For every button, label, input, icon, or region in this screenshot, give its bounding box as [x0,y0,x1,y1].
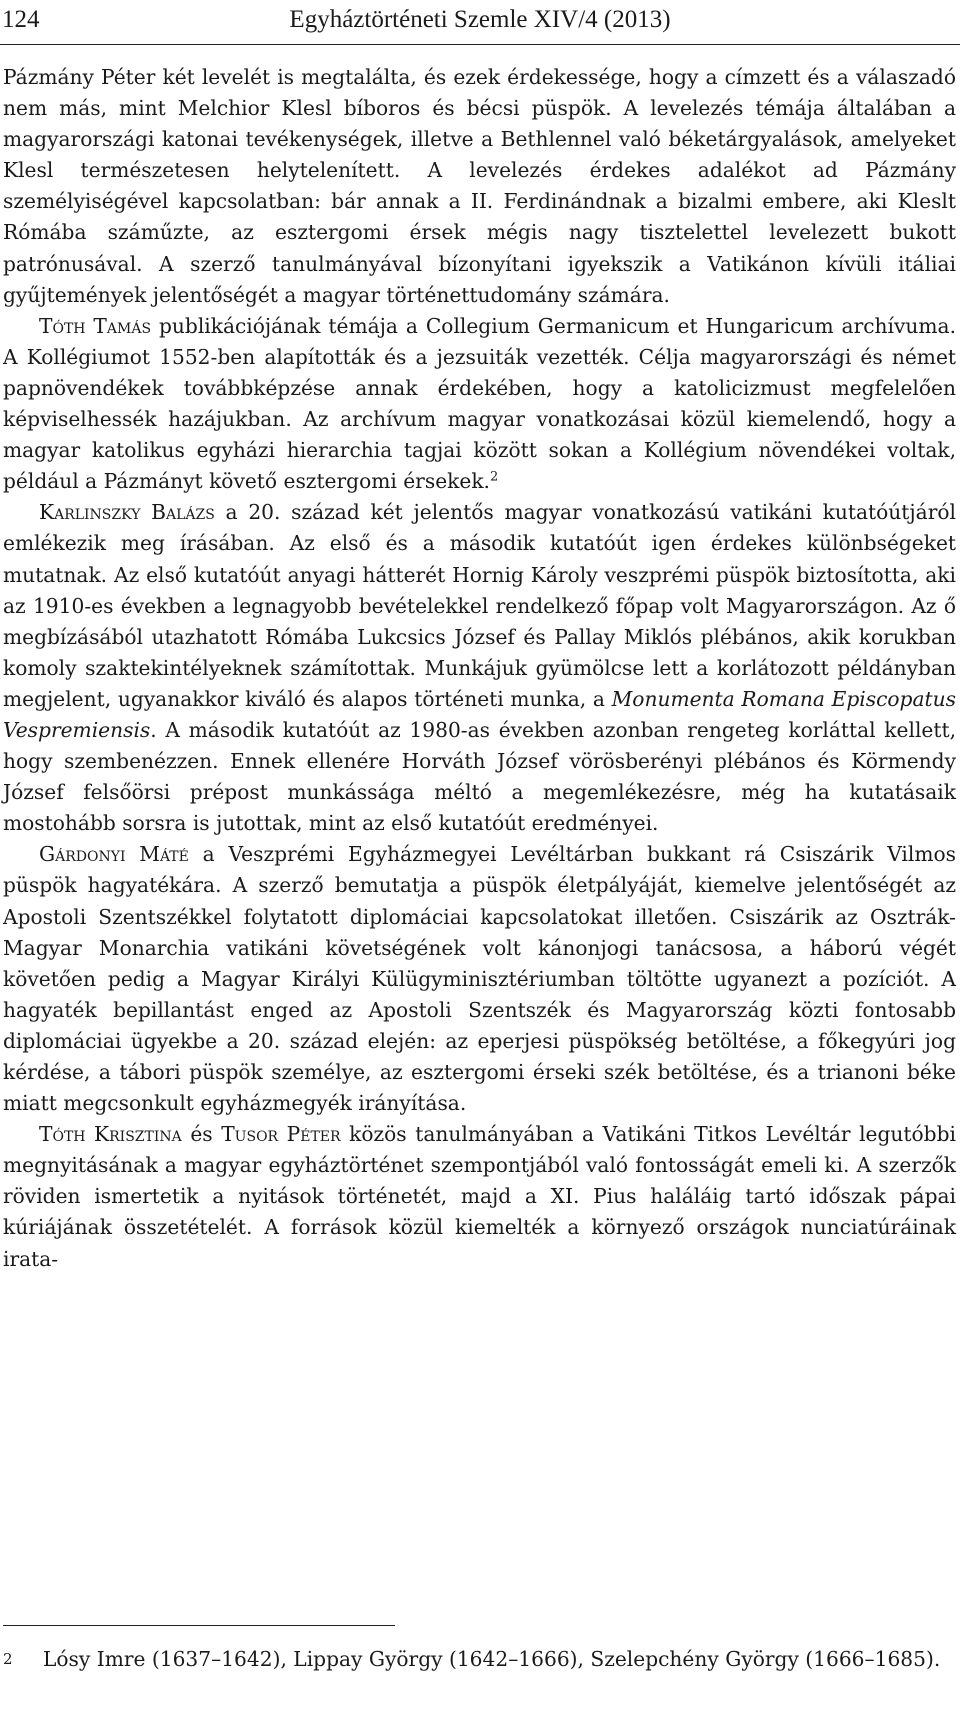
paragraph-text: Pázmány Péter két levelét is megtalálta, és ezek érdekessége, hogy a címzett és a válaszadó nem más, mint Melchior Klesl bíboros és bécsi püspök. A levelezés témája általában a magyarországi katonai tevékenységek, illetve a Bethlennel való béketárgyalások, amelyeket Klesl természetesen helytelenített. A levelezés érdekes adalékot ad Pázmány személyiségével kapcsolatban: bár annak a II. Ferdinándnak a bizalmi embere, aki Kleslt Rómába száműzte, az esztergomi érsek mégis nagy tisztelettel levelezett bukott patrónusával. A szerző tanulmányával bízonyítani igyekszik a Vatikánon kívüli itáliai gyűjtemények jelentőségét a magyar történettudomány számára. [3,65,956,307]
author-name: Gárdonyi Máté [39,842,189,867]
paragraph-pazmany-letters [3,62,956,311]
body-text [3,62,956,1275]
paragraph-text: publikációjának témája a Collegium Germanicum et Hungaricum archívuma. A Kollégiumot 1552-ben alapították és a jezsuiták vezették. Célja magyarországi és német papnövendékek továbbképzése annak érdekében, hogy a katolicizmust megfelelően képviselhessék hazájukban. Az archívum magyar vonatkozásai közül kiemelendő, hogy a magyar katolikus egyházi hierarchia tagjai között sokan a Kollégium növendékei voltak, például a Pázmányt követő esztergomi érsekek. [3,313,957,494]
paragraph-text: a Veszprémi Egyházmegyei Levéltárban bukkant rá Csiszárik Vilmos püspök hagyatékára. A szerző bemutatja a püspök életpályáját, kiemelve jelentőségét az Apostoli Szentszékkel folytatott diplomáciai kapcsolatokat illetően. Csiszárik az Osztrák-Magyar Monarchia vatikáni követségének volt kánonjogi tanácsosa, a háború végét követően pedig a Magyar Királyi Külügyminisztériumban töltötte ugyanezt a pozíciót. A hagyaték bepillantást enged az Apostoli Szentszék és Magyarország közti fontosabb diplomáciai ügyekbe a 20. század elején: az eperjesi püspökség betöltése, a főkegyúri jog kérdése, a tábori püspök személye, az esztergomi érseki szék betöltése, és a trianoni béke miatt megcsonkult egyházmegyék irányítása. [3,842,956,1116]
paragraph-text: közös tanulmányában a Vatikáni Titkos Levéltár legutóbbi megnyitásának a magyar egyháztörténet szempontjából való fontosságát emeli ki. A szerzők röviden ismertetik a nyitások történetét, majd a XI. Pius haláláig tartó időszak pápai kúriájának összetételét. A források közül kiemelték a környező országok nunciatúráinak irata- [3,1122,956,1271]
paragraph-gardonyi [3,839,956,1119]
author-name: Tóth Krisztina [39,1122,182,1147]
running-head: Egyháztörténeti Szemle XIV/4 (2013) [289,6,671,33]
book-title: Monumenta Romana Episcopatus Vespremiensis [3,686,956,742]
paragraph-toth-tusor [3,1119,956,1274]
author-name: Karlinszky Balázs [39,500,215,525]
footnote [3,1644,956,1674]
page-header [0,0,960,45]
author-name: Tusor Péter [221,1122,341,1147]
paragraph-text: a 20. század két jelentős magyar vonatkozású vatikáni kutatóútjáról emlékezik meg írásában. Az első és a második kutatóút igen érdekes különbségeket mutatnak. Az első kutatóút anyagi hátterét Hornig Károly veszprémi püspök biztosította, aki az 1910-es években a legnagyobb bevételekkel rendelkező főpap volt Magyarországon. Az ő megbízásából utazhatott Rómába Lukcsics József és Pallay Miklós plébános, akik korukban komoly szaktekintélyeknek számítottak. Munkájuk gyümölcse lett a korlátozott példányban megjelent, ugyanakkor kiváló és alapos történeti munka, a [3,500,956,711]
paragraph-karlinszky [3,497,956,839]
paragraph-text: . A második kutatóút az 1980-as években azonban rengeteg korláttal kellett, hogy szembenézzen. Ennek ellenére Horváth József vörösberényi plébános és Körmendy József felsőörsi prépost munkássága méltó a megemlékezésre, még ha kutatásaik mostohább sorsra is jutottak, mint az első kutatóút eredményei. [3,717,956,836]
footnote-number: 2 [3,1650,13,1668]
author-name: Tóth Tamás [39,313,152,338]
paragraph-toth-tamas [3,311,956,498]
author-connector: és [181,1122,222,1147]
footnote-reference: 2 [489,469,499,485]
footnote-separator [3,1625,395,1626]
footnote-text: Lósy Imre (1637–1642), Lippay György (1642–1666), Szelepchény György (1666–1685). [43,1647,941,1671]
page-number: 124 [2,6,40,33]
